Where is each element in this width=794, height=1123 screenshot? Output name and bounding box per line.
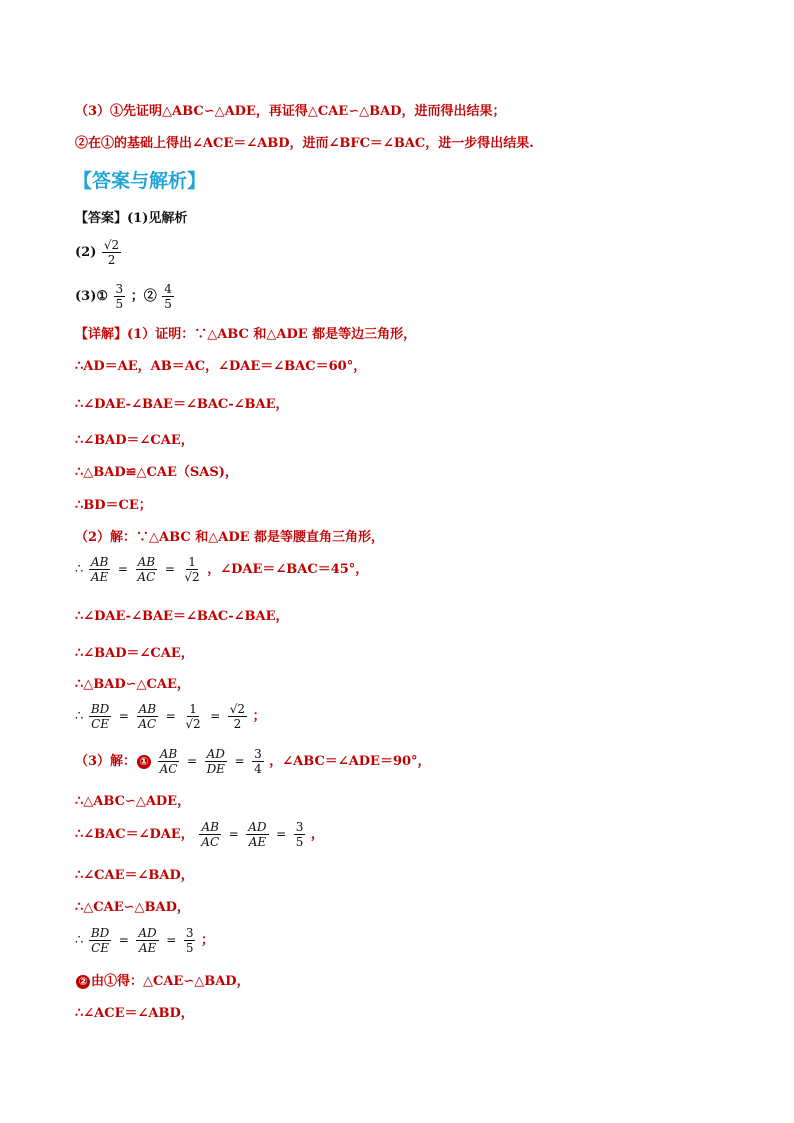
fraction-ad-ae bbox=[246, 820, 268, 849]
section-heading: 【答案与解析】 bbox=[73, 170, 207, 192]
equals-sign: = bbox=[118, 709, 129, 723]
fraction-numerator: √2 bbox=[229, 702, 246, 716]
fraction-numerator: AB bbox=[159, 747, 178, 761]
fraction-numerator: BD bbox=[90, 702, 110, 716]
fraction-numerator: 3 bbox=[295, 820, 304, 834]
detail-12-tail: ； bbox=[252, 709, 266, 724]
fraction-numerator: AB bbox=[138, 702, 157, 716]
fraction-numerator: 1 bbox=[188, 555, 196, 569]
fraction-sqrt2-2 bbox=[228, 702, 247, 731]
fraction-ab-ac bbox=[136, 702, 158, 731]
fraction-denominator: 5 bbox=[115, 297, 124, 311]
fraction-denominator: 4 bbox=[254, 762, 262, 776]
detail-line-16: ∴∠CAE＝∠BAD， bbox=[75, 868, 194, 883]
equals-sign: = bbox=[228, 827, 239, 841]
fraction-ab-ac bbox=[199, 820, 221, 849]
fraction-1-sqrt2 bbox=[183, 702, 202, 731]
detail-line-9: ∴∠DAE-∠BAE＝∠BAC-∠BAE， bbox=[75, 609, 289, 624]
fraction-numerator: AB bbox=[201, 820, 219, 834]
detail-line-7: （2）解：∵△ABC 和△ADE 都是等腰直角三角形， bbox=[75, 530, 385, 545]
detail-13-prefix: （3）解： bbox=[75, 754, 137, 769]
fraction-denominator: AC bbox=[137, 570, 156, 584]
equals-sign: = bbox=[117, 562, 128, 576]
fraction-denominator: DE bbox=[206, 762, 225, 776]
detail-line-6: ∴BD＝CE； bbox=[75, 498, 152, 513]
fraction-ad-de bbox=[205, 747, 227, 776]
fraction-1-sqrt2 bbox=[182, 555, 201, 584]
detail-8-tail: ，∠DAE＝∠BAC＝45°， bbox=[207, 562, 369, 577]
equals-sign: = bbox=[210, 709, 221, 723]
fraction-numerator: 1 bbox=[189, 702, 197, 716]
therefore-symbol: ∴ bbox=[75, 933, 84, 948]
fraction-numerator: √2 bbox=[103, 238, 120, 252]
detail-line-8 bbox=[75, 555, 368, 584]
fraction-numerator: AB bbox=[90, 555, 109, 569]
detail-line-15 bbox=[75, 820, 324, 849]
fraction-3-5 bbox=[184, 926, 196, 955]
fraction-3-4 bbox=[252, 747, 264, 776]
circled-number-icon: ① bbox=[137, 755, 151, 769]
answer-line-2 bbox=[75, 238, 122, 267]
fraction-bd-ce bbox=[89, 926, 111, 955]
detail-line-4: ∴∠BAD＝∠CAE， bbox=[75, 433, 194, 448]
answer-3-separator: ；② bbox=[130, 289, 157, 304]
detail-15-tail: ， bbox=[310, 827, 324, 842]
detail-line-3: ∴∠DAE-∠BAE＝∠BAC-∠BAE， bbox=[75, 397, 289, 412]
fraction-numerator: 3 bbox=[185, 926, 194, 940]
answer-2-prefix: (2) bbox=[75, 245, 97, 260]
fraction-denominator: AE bbox=[248, 835, 267, 849]
equals-sign: = bbox=[165, 709, 176, 723]
fraction-ab-ac bbox=[135, 555, 157, 584]
fraction-3-5 bbox=[294, 820, 306, 849]
fraction-denominator: CE bbox=[91, 717, 110, 731]
fraction-denominator: √2 bbox=[185, 717, 201, 731]
fraction-denominator: 5 bbox=[295, 835, 304, 849]
fraction-numerator: 3 bbox=[115, 282, 124, 296]
fraction-numerator: AD bbox=[206, 747, 225, 761]
answer-3-prefix: (3)① bbox=[75, 289, 109, 304]
fraction-numerator: AB bbox=[137, 555, 156, 569]
fraction-ab-ac bbox=[158, 747, 180, 776]
fraction-denominator: AE bbox=[138, 941, 157, 955]
fraction-denominator: AE bbox=[90, 570, 109, 584]
detail-line-5: ∴△BAD≌△CAE（SAS)， bbox=[75, 465, 238, 480]
fraction-numerator: 4 bbox=[164, 282, 172, 296]
fraction-bd-ce bbox=[89, 702, 111, 731]
fraction-denominator: CE bbox=[91, 941, 110, 955]
detail-line-19 bbox=[75, 973, 250, 991]
detail-line-17: ∴△CAE∽△BAD， bbox=[75, 900, 190, 915]
detail-line-11: ∴△BAD∽△CAE， bbox=[75, 677, 190, 692]
fraction-denominator: 2 bbox=[107, 253, 116, 267]
fraction-ad-ae bbox=[136, 926, 158, 955]
detail-line-2: ∴AD＝AE，AB＝AC，∠DAE＝∠BAC＝60°， bbox=[75, 359, 367, 374]
equals-sign: = bbox=[186, 754, 198, 768]
hint-line-3-2: ②在①的基础上得出∠ACE＝∠ABD，进而∠BFC＝∠BAC，进一步得出结果. bbox=[75, 136, 534, 151]
fraction-numerator: 3 bbox=[254, 747, 262, 761]
detail-18-tail: ； bbox=[200, 933, 214, 948]
equals-sign: = bbox=[234, 754, 245, 768]
fraction-denominator: AC bbox=[159, 762, 178, 776]
detail-line-18 bbox=[75, 926, 214, 955]
equals-sign: = bbox=[166, 933, 177, 947]
fraction-denominator: 5 bbox=[185, 941, 194, 955]
answer-3-fraction-2 bbox=[162, 282, 174, 311]
fraction-denominator: √2 bbox=[184, 570, 200, 584]
fraction-numerator: AD bbox=[138, 926, 157, 940]
fraction-denominator: 5 bbox=[164, 297, 172, 311]
detail-15-prefix: ∴∠BAC＝∠DAE， bbox=[75, 827, 194, 842]
answer-line-3 bbox=[75, 282, 175, 311]
therefore-symbol: ∴ bbox=[75, 709, 84, 724]
detail-line-1: 【详解】(1）证明：∵△ABC 和△ADE 都是等边三角形， bbox=[75, 327, 417, 342]
fraction-numerator: AD bbox=[248, 820, 267, 834]
fraction-denominator: AC bbox=[201, 835, 220, 849]
fraction-numerator: BD bbox=[90, 926, 110, 940]
detail-19-text: 由①得：△CAE∽△BAD， bbox=[91, 974, 250, 989]
equals-sign: = bbox=[118, 933, 129, 947]
fraction-denominator: AC bbox=[138, 717, 157, 731]
circled-number-icon: ② bbox=[76, 975, 90, 989]
fraction-denominator: 2 bbox=[233, 717, 242, 731]
fraction-ab-ae bbox=[89, 555, 110, 584]
detail-line-10: ∴∠BAD＝∠CAE， bbox=[75, 646, 194, 661]
detail-line-20: ∴∠ACE＝∠ABD， bbox=[75, 1006, 194, 1021]
detail-line-12 bbox=[75, 702, 266, 731]
equals-sign: = bbox=[164, 562, 175, 576]
therefore-symbol: ∴ bbox=[75, 562, 84, 577]
equals-sign: = bbox=[276, 827, 287, 841]
hint-line-3: （3）①先证明△ABC∽△ADE，再证得△CAE∽△BAD，进而得出结果； bbox=[75, 104, 506, 119]
detail-line-14: ∴△ABC∽△ADE， bbox=[75, 794, 191, 809]
answer-3-fraction-1 bbox=[114, 282, 126, 311]
detail-13-tail: ，∠ABC＝∠ADE＝90°， bbox=[269, 754, 431, 769]
detail-line-13 bbox=[75, 747, 431, 776]
answer-2-fraction bbox=[102, 238, 121, 267]
answer-line-1: 【答案】(1)见解析 bbox=[75, 211, 188, 226]
